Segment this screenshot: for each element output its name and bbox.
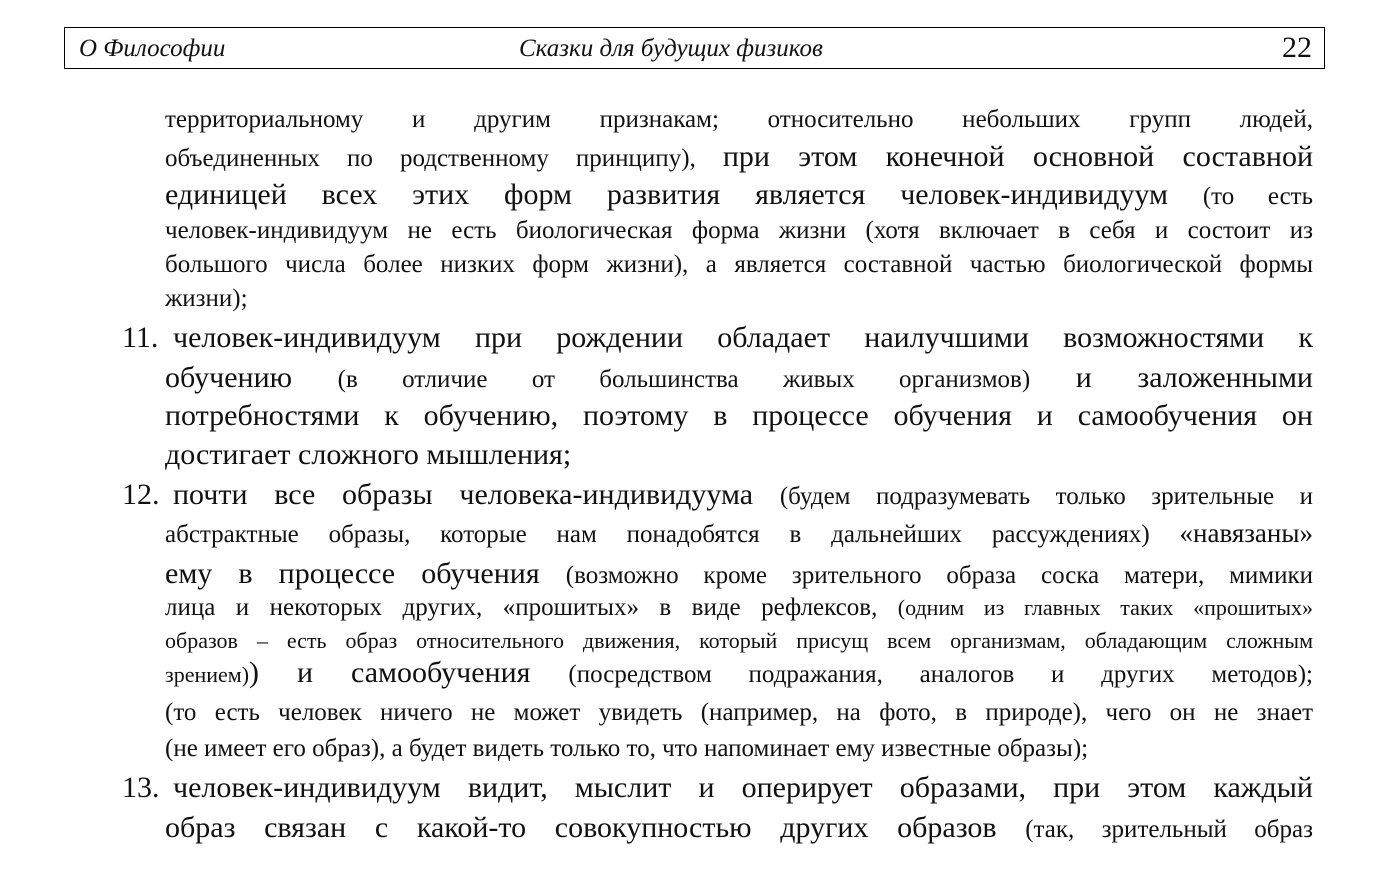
text-line: человек-индивидуум не есть биологическая форма жизни (хотя включает в себя и состоит из [165,217,1313,244]
text-line: лица и некоторых других, «прошитых» в виде рефлексов, (одним из главных таких «прошитых» [165,594,1313,621]
text-line: объединенных по родственному принципу), при этом конечной основной составной [165,140,1314,173]
text-line: образ связан с какой-то совокупностью других образов (так, зрительный образ [165,811,1313,844]
text-line: зрением)) и самообучения (посредством подражания, аналогов и других методов); [165,656,1313,689]
text-line: образов – есть образ относительного движения, который присущ всем организмам, обладающим сложным [165,628,1313,653]
text-line: почти все образы человека-индивидуума (будем подразумевать только зрительные и [173,478,1313,511]
text-line: (не имеет его образ), а будет видеть только то, что напоминает ему известные образы); [165,735,1089,762]
header-book-title: Сказки для будущих физиков [519,35,823,62]
list-item-number: 11. [122,321,159,354]
text-line: человек-индивидуум при рождении обладает наилучшими возможностями к [173,321,1313,354]
text-line: единицей всех этих форм развития является человек-индивидуум (то есть [165,178,1313,211]
text-line: ему в процессе обучения (возможно кроме зрительного образа соска матери, мимики [165,557,1314,590]
text-line: (то есть человек ничего не может увидеть (например, на фото, в природе), чего он не знает [165,699,1313,726]
text-line: жизни); [165,285,248,312]
text-line: абстрактные образы, которые нам понадобятся в дальнейших рассуждениях) «навязаны» [165,518,1313,548]
page-number: 22 [1282,31,1312,64]
text-line: человек-индивидуум видит, мыслит и оперирует образами, при этом каждый [173,771,1313,804]
text-line: достигает сложного мышления; [165,438,572,471]
text-line: потребностями к обучению, поэтому в процессе обучения и самообучения он [165,399,1313,432]
list-item-number: 12. [122,478,160,511]
list-item-number: 13. [122,771,160,804]
text-line: обучению (в отличие от большинства живых организмов) и заложенными [165,361,1313,394]
text-line: большого числа более низких форм жизни), а является составной частью биологической формы [165,251,1313,278]
text-line: территориальному и другим признакам; относительно небольших групп людей, [165,106,1313,133]
header-section-title: О Философии [79,35,226,62]
